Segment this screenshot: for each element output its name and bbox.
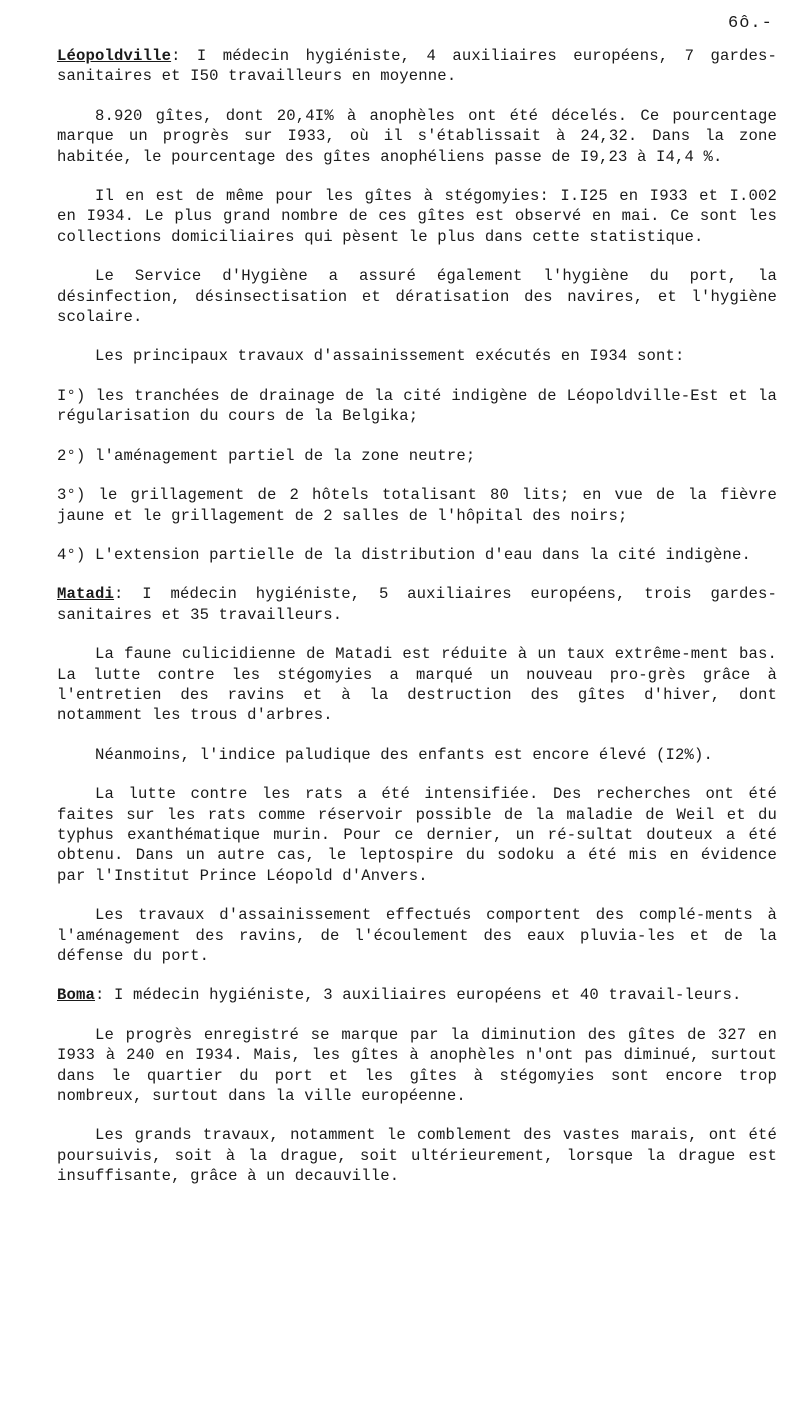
works-list-item-3: 3°) le grillagement de 2 hôtels totalisant 80 lits; en vue de la fièvre jaune et le grillagement de 2 salles de l'hôpital des noirs; — [57, 486, 777, 525]
matadi-paragraph-1: La faune culicidienne de Matadi est réduite à un taux extrême-ment bas. La lutte contre les stégomyies a marqué un nouveau pro-grès grâce à l'entretien des ravins et à la destruction des gîtes d'hiver, dont notamment les trous d'arbres. — [57, 645, 777, 725]
page-number: 6ô.- — [728, 14, 773, 33]
boma-paragraph-1: Le progrès enregistré se marque par la diminution des gîtes de 327 en I933 à 240 en I934. Mais, les gîtes à anophèles n'ont pas diminué, surtout dans le quartier du port et les gîtes à stégomyies sont encore trop nombreux, surtout dans la ville européenne. — [57, 1025, 777, 1106]
boma-paragraph-2: Les grands travaux, notamment le comblement des vastes marais, ont été poursuivis, soit à la drague, soit ultérieurement, lorsque la drague est insuffisante, grâce à un decauville. — [57, 1126, 777, 1186]
boma-intro — [57, 985, 777, 1005]
leopoldville-paragraph-2: Il en est de même pour les gîtes à stégomyies: I.I25 en I933 et I.002 en I934. Le plus grand nombre de ces gîtes est observé en mai. Ce sont les collections domiciliaires qui pèsent le plus dans cette statistique. — [57, 187, 777, 246]
leopoldville-paragraph-1: 8.920 gîtes, dont 20,4I% à anophèles ont été décelés. Ce pourcentage marque un progrès sur I933, où il s'établissait à 24,32. Dans la zone habitée, le pourcentage des gîtes anophéliens passe de I9,23 à I4,4 %. — [57, 106, 777, 166]
works-list-item-4: 4°) L'extension partielle de la distribution d'eau dans la cité indigène. — [57, 545, 752, 564]
document-body — [57, 46, 777, 1206]
leopoldville-intro-text: : I médecin hygiéniste, 4 auxiliaires européens, 7 gardes-sanitaires et I50 travailleurs en moyenne. — [57, 47, 777, 86]
matadi-intro — [57, 584, 777, 625]
place-heading-matadi: Matadi — [57, 585, 115, 604]
leopoldville-paragraph-3: Le Service d'Hygiène a assuré également l'hygiène du port, la désinfection, désinsectisation et dératisation des navires, et l'hygiène scolaire. — [57, 267, 777, 327]
place-heading-leopoldville: Léopoldville — [57, 47, 172, 65]
boma-intro-text: : I médecin hygiéniste, 3 auxiliaires européens et 40 travail-leurs. — [95, 986, 742, 1005]
place-heading-boma: Boma — [57, 986, 96, 1005]
works-list-item-1: I°) les tranchées de drainage de la cité indigène de Léopoldville-Est et la régularisation du cours de la Belgika; — [57, 386, 777, 426]
matadi-paragraph-3: La lutte contre les rats a été intensifiée. Des recherches ont été faites sur les rats comme réservoir possible de la maladie de Weil et du typhus exanthématique murin. Pour ce dernier, un ré-sultat douteux a été obtenu. Dans un autre cas, le leptospire du sodoku a été mis en évidence par l'Institut Prince Léopold d'Anvers. — [57, 785, 777, 885]
matadi-paragraph-2: Néanmoins, l'indice paludique des enfants est encore élevé (I2%). — [95, 745, 714, 764]
leopoldville-paragraph-4: Les principaux travaux d'assainissement exécutés en I934 sont: — [95, 347, 685, 366]
leopoldville-intro — [57, 46, 777, 87]
matadi-intro-text: : I médecin hygiéniste, 5 auxiliaires européens, trois gardes-sanitaires et 35 travailleurs. — [57, 585, 777, 624]
works-list-item-2: 2°) l'aménagement partiel de la zone neutre; — [57, 446, 476, 465]
matadi-paragraph-4: Les travaux d'assainissement effectués comportent des complé-ments à l'aménagement des ravins, de l'écoulement des eaux pluvia-les et de la défense du port. — [57, 906, 777, 965]
